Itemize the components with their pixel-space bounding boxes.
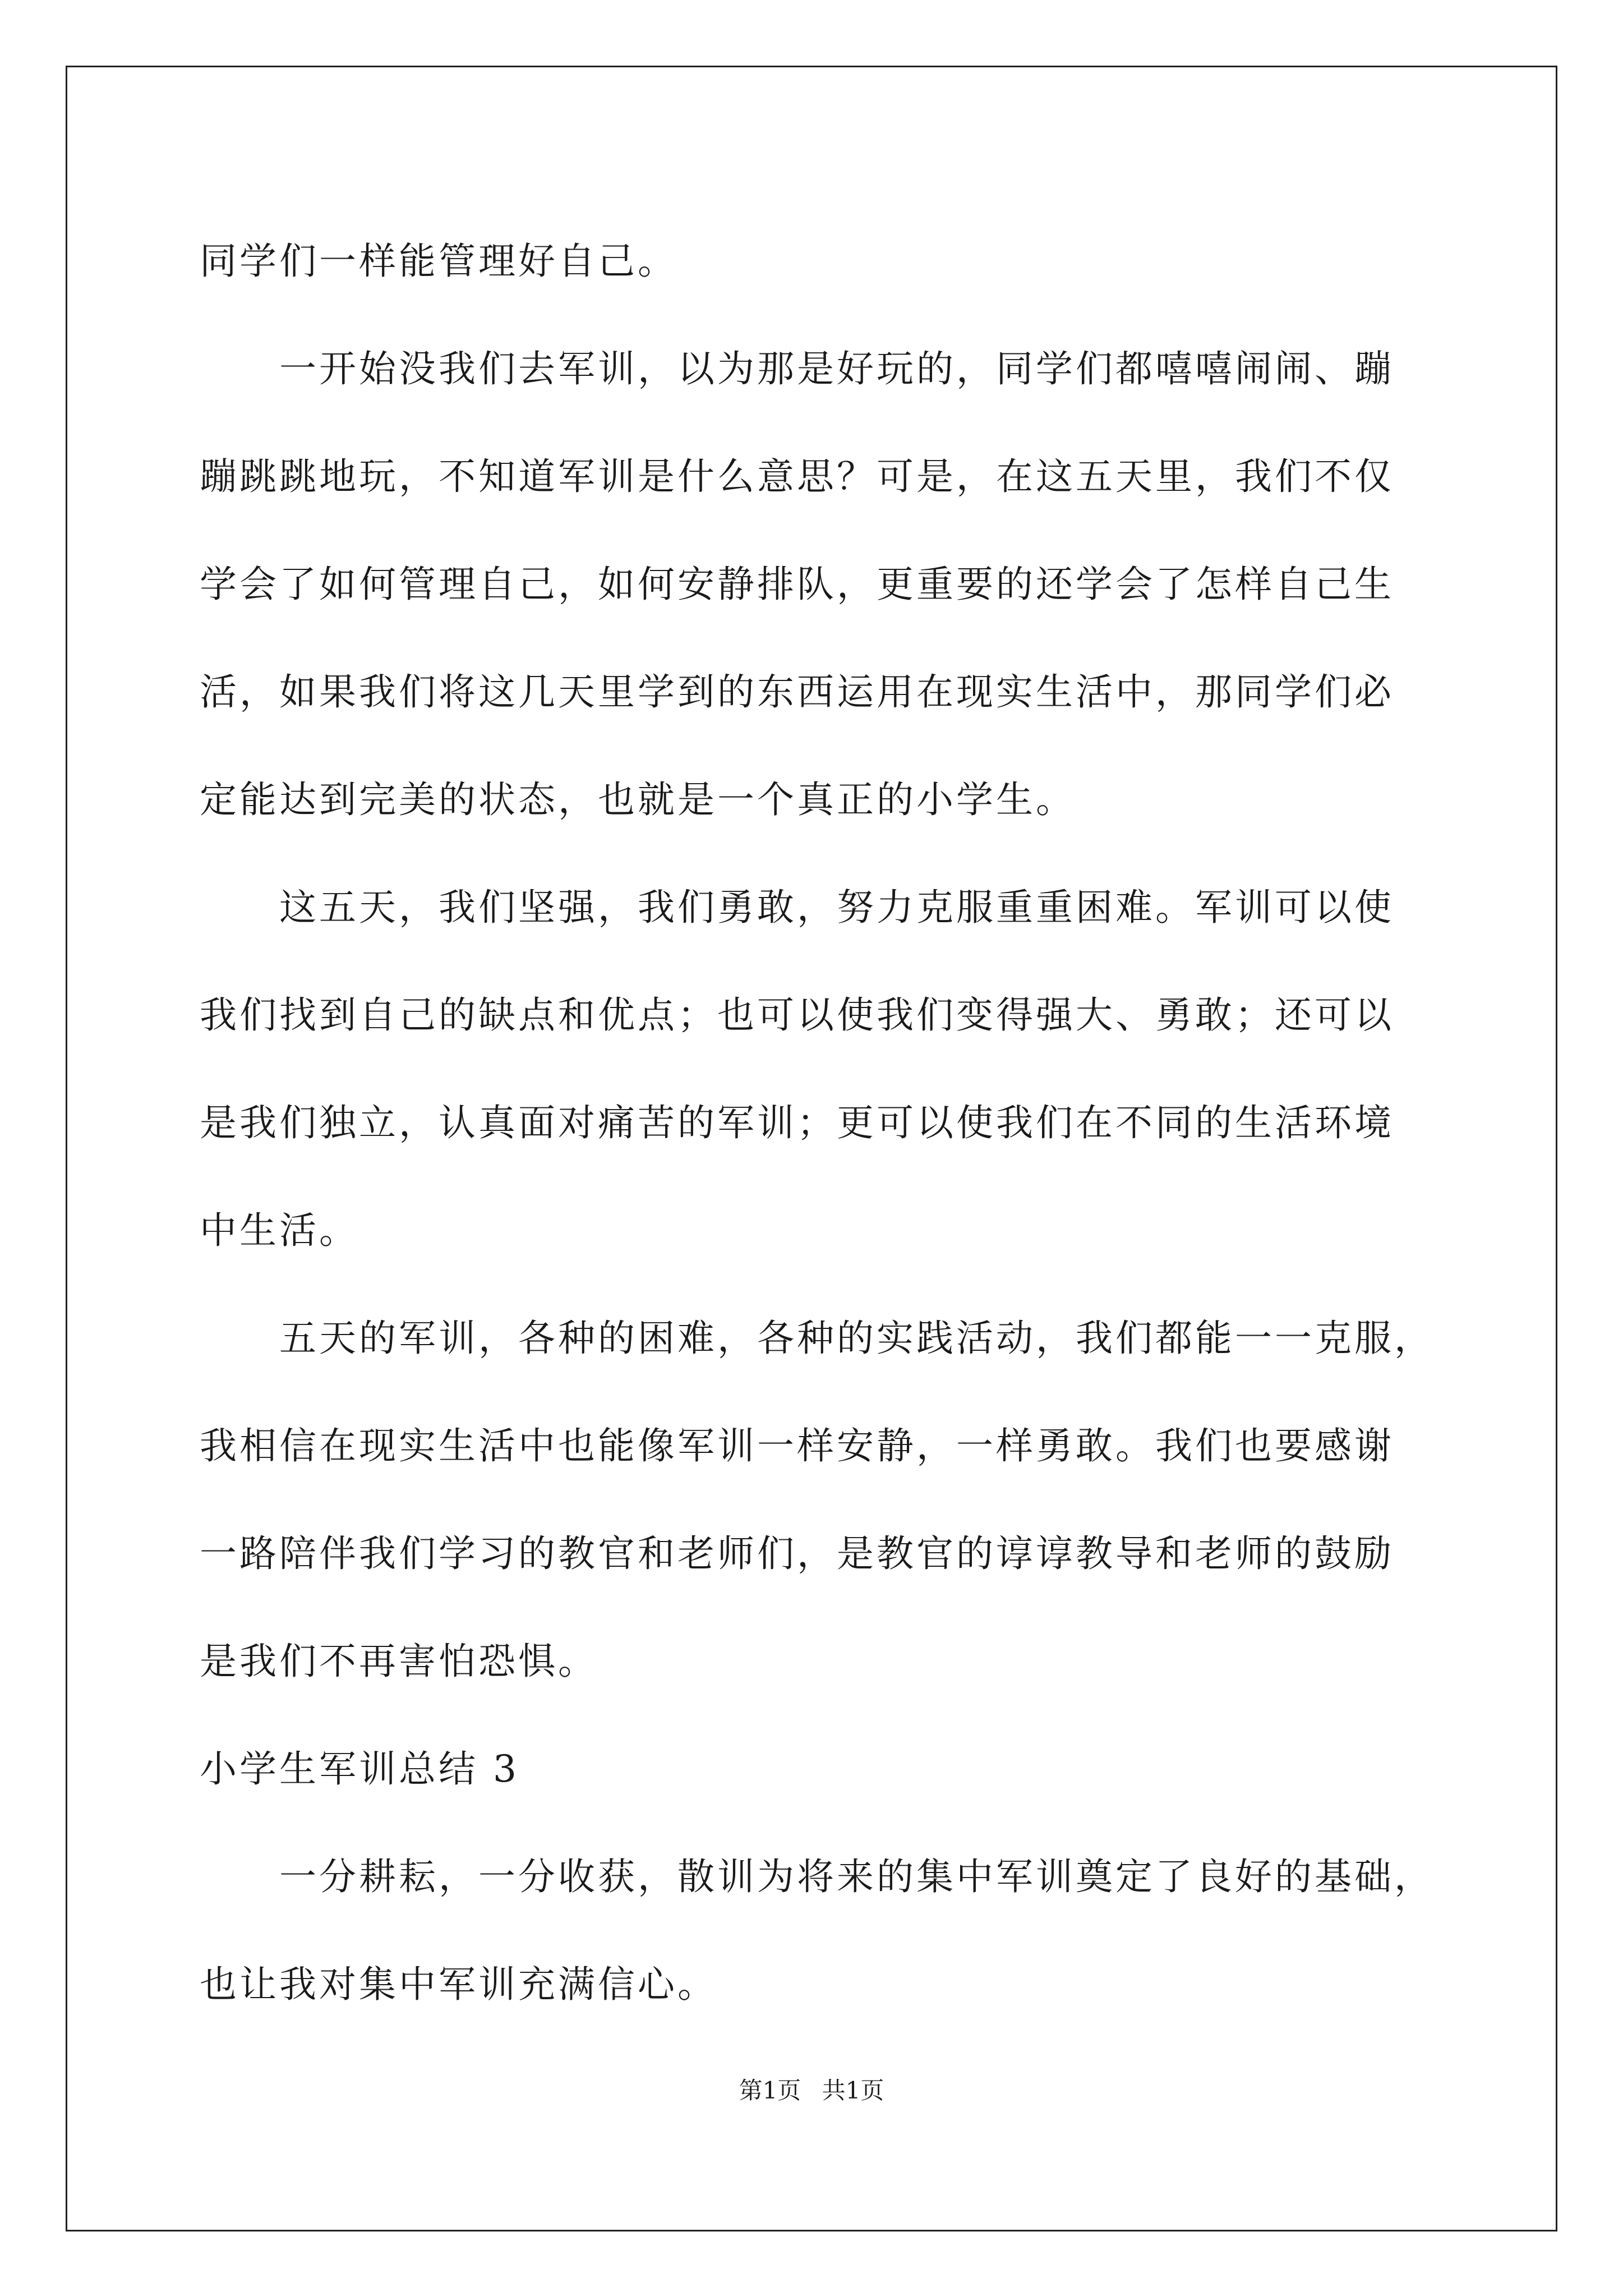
document-body <box>200 208 1438 2039</box>
section-heading: 小学生军训总结 3 <box>200 1747 519 1791</box>
text-line-5: 活，如果我们将这几天里学到的东西运用在现实生活中，那同学们必 <box>200 670 1394 714</box>
text-line-16: 一分耕耘，一分收获，散训为将来的集中军训奠定了良好的基础， <box>279 1855 1434 1898</box>
text-line-1: 同学们一样能管理好自己。 <box>200 240 677 283</box>
text-line-17: 也让我对集中军训充满信心。 <box>200 1963 717 2006</box>
text-line-11: 五天的军训，各种的困难，各种的实践活动，我们都能一一克服， <box>279 1317 1434 1360</box>
text-line-4: 学会了如何管理自己，如何安静排队，更重要的还学会了怎样自己生 <box>200 563 1394 606</box>
text-line-7: 这五天，我们坚强，我们勇敢，努力克服重重困难。军训可以使 <box>279 886 1394 929</box>
text-line-14: 是我们不再害怕恐惧。 <box>200 1640 598 1683</box>
page-footer <box>0 2077 1623 2105</box>
text-line-12: 我相信在现实生活中也能像军训一样安静，一样勇敢。我们也要感谢 <box>200 1424 1394 1467</box>
page-number-total: 共1页 <box>822 2077 884 2104</box>
page-number-current: 第1页 <box>739 2077 801 2104</box>
text-line-8: 我们找到自己的缺点和优点；也可以使我们变得强大、勇敢；还可以 <box>200 993 1394 1037</box>
text-line-13: 一路陪伴我们学习的教官和老师们，是教官的谆谆教导和老师的鼓励 <box>200 1532 1394 1575</box>
text-line-2: 一开始没我们去军训，以为那是好玩的，同学们都嘻嘻闹闹、蹦 <box>279 347 1394 390</box>
text-line-9: 是我们独立，认真面对痛苦的军训；更可以使我们在不同的生活环境 <box>200 1101 1394 1144</box>
text-line-10: 中生活。 <box>200 1209 359 1252</box>
text-line-6: 定能达到完美的状态，也就是一个真正的小学生。 <box>200 778 1076 821</box>
text-line-3: 蹦跳跳地玩，不知道军训是什么意思？可是，在这五天里，我们不仅 <box>200 455 1394 498</box>
